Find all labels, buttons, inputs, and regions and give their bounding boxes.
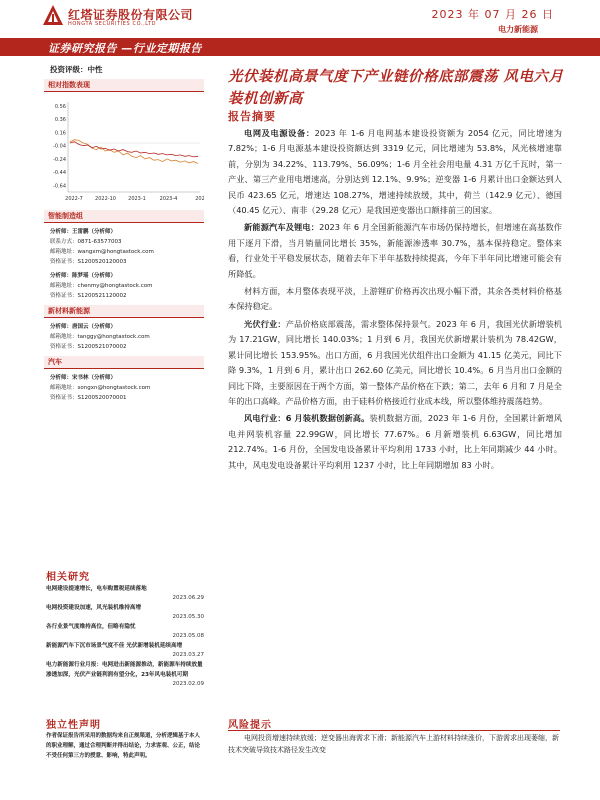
investment-rating: 投资评级：中性 <box>50 65 103 74</box>
analyst-sections <box>44 210 204 403</box>
analyst-cert: 资格证书：S1200520120003 <box>50 259 127 265</box>
related-research-list <box>46 584 204 689</box>
summary-paragraph <box>228 220 562 282</box>
summary-paragraph <box>228 411 562 473</box>
report-date: 2023 年 07 月 26 日 <box>431 8 554 21</box>
paragraph-lead: 光伏行业： <box>244 318 286 329</box>
related-title: 新能源汽车下沉市场景气度不佳 光伏新增装机延续高增 <box>46 643 183 649</box>
related-date: 2023.06.29 <box>172 595 204 601</box>
disclaimer-heading: 独立性声明 <box>46 720 101 731</box>
analyst-name: 分析师：宋书林（分析师） <box>50 375 117 381</box>
x-tick-label: 2022-10 <box>95 196 116 202</box>
relative-index-chart <box>44 96 204 206</box>
risk-heading: 风险提示 <box>228 720 272 731</box>
related-date: 2023.03.27 <box>172 652 204 658</box>
chart-svg <box>44 96 204 206</box>
x-tick-label: 202 <box>195 196 204 202</box>
y-tick-label: -0.24 <box>53 156 66 163</box>
summary-paragraph <box>228 317 562 409</box>
related-title: 电网投资建设加速，风光装机维持高增 <box>46 605 142 611</box>
report-title: 光伏装机高景气度下产业链价格底部震荡 风电六月装机创新高 <box>228 69 564 107</box>
paragraph-text: 产品价格底部震荡，需求整体保持景气。2023 年 6 月，我国光伏新增装机为 17.21GW，同比增长 140.03%；1 月到 6 月，我国光伏新增累计装机为 78.42GW，累计同比增长 153.95%。出口方面，6 月我国光伏组件出口金额为 41.15 亿美元，同比下降 9.3%，1 月到 6 月，累计出口 262.60 亿美元，同比增长 10.4%。6 月当月出口金额的同比下降，主要原因在于两个方面，第一整体产品价格在下跌；第二，去年 6 月和 7 月是全年的出口高峰。产品价格方面，由于硅料价格接近行业成本线，所以整体维持震荡趋势。 <box>228 318 562 406</box>
analyst-cert: 资格证书：S1200521070002 <box>50 344 127 350</box>
page-header <box>0 0 600 40</box>
analyst-name: 分析师：王雷鹏（分析师） <box>50 229 117 235</box>
analyst-cert: 资格证书：S1200520070001 <box>50 395 127 401</box>
paragraph-text: 装机数据方面，2023 年 1-6 月份，全国累计新增风电并网装机容量 22.99GW，同比增长 77.67%。6 月新增装机 6.63GW，同比增加 212.74%。1-6 月份，全国发电设备累计平均利用 1733 小时，比上年同期减少 44 小时。其中，风电发电设备累计平均利用 1237 小时，比上年同期增加 83 小时。 <box>228 413 562 470</box>
related-title: 电力新能源行业月报：电网进击新能源推动，新能源车持续放量渗透加深，光伏产业链利润有望分化，23年风电装机可期 <box>46 662 203 678</box>
paragraph-lead: 电网及电源设备： <box>244 128 315 138</box>
summary-paragraph <box>228 284 562 315</box>
summary-heading: 报告摘要 <box>228 110 276 123</box>
related-date: 2023.05.30 <box>172 614 204 620</box>
analyst-email: 邮箱地址：songxn@hongtastock.com <box>50 385 151 391</box>
related-title: 电网建设提速增长，电车购置税延续落地 <box>46 586 147 592</box>
y-tick-label: 0.56 <box>54 103 66 110</box>
y-tick-label: 0.36 <box>54 117 66 124</box>
disclaimer-text: 作者保证报告所采用的数据均来自正规渠道，分析逻辑基于本人的职业理解，通过合理判断并得出结论，力求客观、公正，结论不受任何第三方的授意、影响，特此声明。 <box>46 733 201 759</box>
analyst-phone: 联系方式：0871-63577003 <box>50 239 122 245</box>
summary-body <box>228 126 562 475</box>
analyst-card <box>50 227 204 267</box>
industry-label: 电力新能源 <box>498 25 538 34</box>
analyst-cert: 资格证书：S1200521120002 <box>50 293 127 299</box>
report-type: 证券研究报告 —行业定期报告 <box>48 42 202 55</box>
series-line <box>70 142 198 157</box>
risk-divider <box>228 730 560 731</box>
hongta-logo-icon <box>42 4 64 26</box>
index-heading: 相对指数表现 <box>44 79 204 92</box>
brand-name: 红塔证券股份有限公司 <box>68 8 194 22</box>
related-title: 各行业景气度维持高位，但略有隐忧 <box>46 624 136 630</box>
risk-text: 电网投资增速持续放缓；逆变器出海需求下滑；新能源汽车上游材料持续涨价，下游需求出现萎缩，新技术突破导致技术路径发生改变 <box>228 734 559 754</box>
section-heading: 智能制造组 <box>44 210 204 223</box>
analyst-email: 邮箱地址：chenmy@hongtastock.com <box>50 283 153 289</box>
section-heading: 新材料新能源 <box>44 305 204 318</box>
summary-paragraph <box>228 126 562 218</box>
paragraph-text: 2023 年 6 月全国新能源汽车市场仍保持增长，但增速在高基数作用下逐月下滑，当月销量同比增长 35%，新能源渗透率 30.7%，基本保持稳定。整体来看，行业处于平稳发展状态，随着去年下半年基数持续提高，今年下半年同比增速可能会有所降低。 <box>228 222 562 279</box>
x-tick-label: 2023-4 <box>159 196 178 202</box>
paragraph-text: 材料方面，本月整体表现平淡，上游锂矿价格再次出现小幅下滑，其余各类材料价格基本保持稳定。 <box>228 286 562 312</box>
related-research-heading: 相关研究 <box>46 572 90 583</box>
paragraph-lead: 新能源汽车及锂电： <box>244 222 320 233</box>
analyst-name: 分析师：陈梦瑶（分析师） <box>50 273 117 279</box>
x-tick-label: 2023-1 <box>128 196 146 202</box>
left-column <box>44 64 204 407</box>
y-tick-label: -0.44 <box>53 170 66 177</box>
x-tick-label: 2022-7 <box>65 196 83 202</box>
related-date: 2023.02.09 <box>172 681 204 687</box>
report-type-bar <box>0 38 600 56</box>
paragraph-text: 2023 年 1-6 月电网基本建设投资额为 2054 亿元，同比增速为 7.82%；1-6 月电源基本建设投资额达到 3319 亿元，同比增速为 53.8%，风光核增速靠前，分别为 34.22%、113.79%、56.09%；1-6 月全社会用电量 4.31 万亿千瓦时，第一产业、第三产业用电增速高，分别达到 12.1%、9.9%；逆变器 1-6 月累计出口金额达到人民币 423.65 亿元，增速达 108.27%，增速持续放缓，其中，荷兰（142.9 亿元）、德国（40.45 亿元）、南非（29.28 亿元）是我国逆变器出口额排前三的国家。 <box>228 128 562 216</box>
analyst-card <box>50 322 204 352</box>
analyst-card <box>50 271 204 301</box>
section-heading: 汽车 <box>44 356 204 369</box>
analyst-email: 邮箱地址：wangxm@hongtastock.com <box>50 249 154 255</box>
y-tick-label: 0.16 <box>54 130 66 137</box>
analyst-email: 邮箱地址：tanggy@hongtastock.com <box>50 334 150 340</box>
paragraph-lead: 风电行业：6 月装机数据创新高。 <box>244 413 370 424</box>
y-tick-label: -0.04 <box>53 143 66 150</box>
related-date: 2023.05.08 <box>172 633 204 639</box>
analyst-card <box>50 373 204 403</box>
brand-name-en: HONGTA SECURITIES CO.,LTD <box>68 21 157 27</box>
analyst-name: 分析师：唐国云（分析师） <box>50 324 117 330</box>
y-tick-label: -0.64 <box>53 183 66 190</box>
